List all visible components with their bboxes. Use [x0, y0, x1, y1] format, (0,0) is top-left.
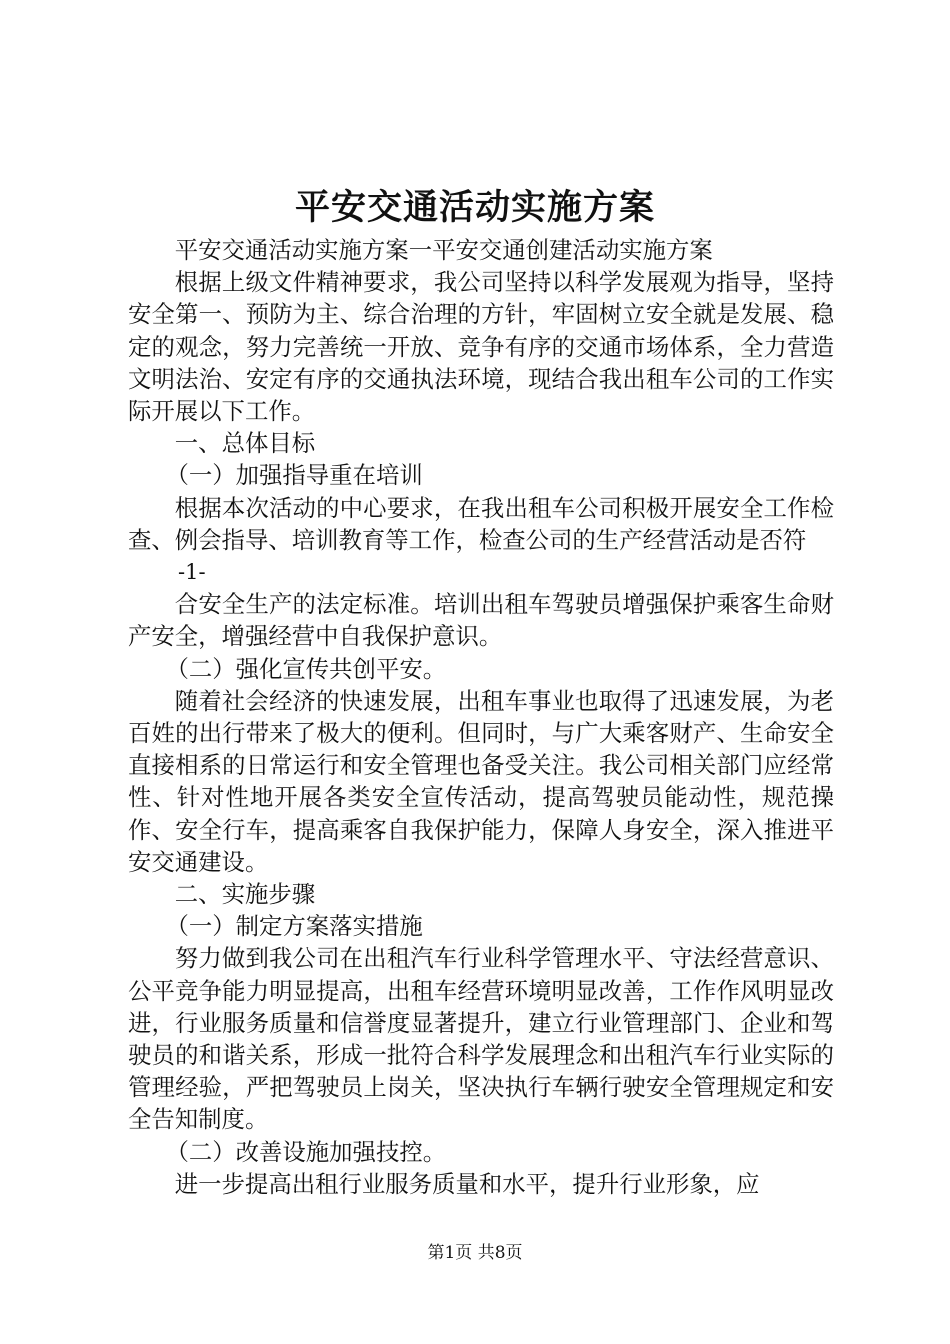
paragraph: 努力做到我公司在出租汽车行业科学管理水平、守法经营意识、公平竞争能力明显提高，出租车经营环境明显改善，工作作风明显改进，行业服务质量和信誉度显著提升，建立行业管理部门、企业和驾驶员的和谐关系，形成一批符合科学发展理念和出租汽车行业实际的管理经验，严把驾驶员上岗关，坚决执行车辆行驶安全管理规定和安全告知制度。 [128, 944, 834, 1134]
document-title: 平安交通活动实施方案 [294, 187, 655, 228]
page-footer: 第1页 共8页 [427, 1243, 523, 1263]
subsection-heading: （二）强化宣传共创平安。 [165, 654, 447, 683]
section-heading: 二、实施步骤 [174, 880, 316, 909]
paragraph: 进一步提高出租行业服务质量和水平，提升行业形象，应 [174, 1169, 760, 1198]
subsection-heading: （二）改善设施加强技控。 [165, 1137, 447, 1166]
subsection-heading: （一）加强指导重在培训 [165, 461, 423, 490]
paragraph: 根据本次活动的中心要求，在我出租车公司积极开展安全工作检查、例会指导、培训教育等工作，检查公司的生产经营活动是否符 [128, 493, 834, 554]
paragraph: 根据上级文件精神要求，我公司坚持以科学发展观为指导，坚持安全第一、预防为主、综合治理的方针，牢固树立安全就是发展、稳定的观念，努力完善统一开放、竞争有序的交通市场体系，全力营造文明法治、安定有序的交通执法环境，现结合我出租车公司的工作实际开展以下工作。 [128, 268, 834, 426]
section-heading: 一、总体目标 [174, 429, 316, 458]
inline-page-number: -1- [178, 560, 206, 585]
paragraph-subtitle: 平安交通活动实施方案一平安交通创建活动实施方案 [174, 236, 713, 264]
subsection-heading: （一）制定方案落实措施 [165, 912, 423, 941]
paragraph: 随着社会经济的快速发展，出租车事业也取得了迅速发展，为老百姓的出行带来了极大的便利。但同时，与广大乘客财产、生命安全直接相系的日常运行和安全管理也备受关注。我公司相关部门应经常性、针对性地开展各类安全宣传活动，提高驾驶员能动性，规范操作、安全行车，提高乘客自我保护能力，保障人身安全，深入推进平安交通建设。 [128, 686, 834, 876]
document-body [128, 234, 834, 1200]
paragraph: 合安全生产的法定标准。培训出租车驾驶员增强保护乘客生命财产安全，增强经营中自我保护意识。 [128, 590, 834, 651]
